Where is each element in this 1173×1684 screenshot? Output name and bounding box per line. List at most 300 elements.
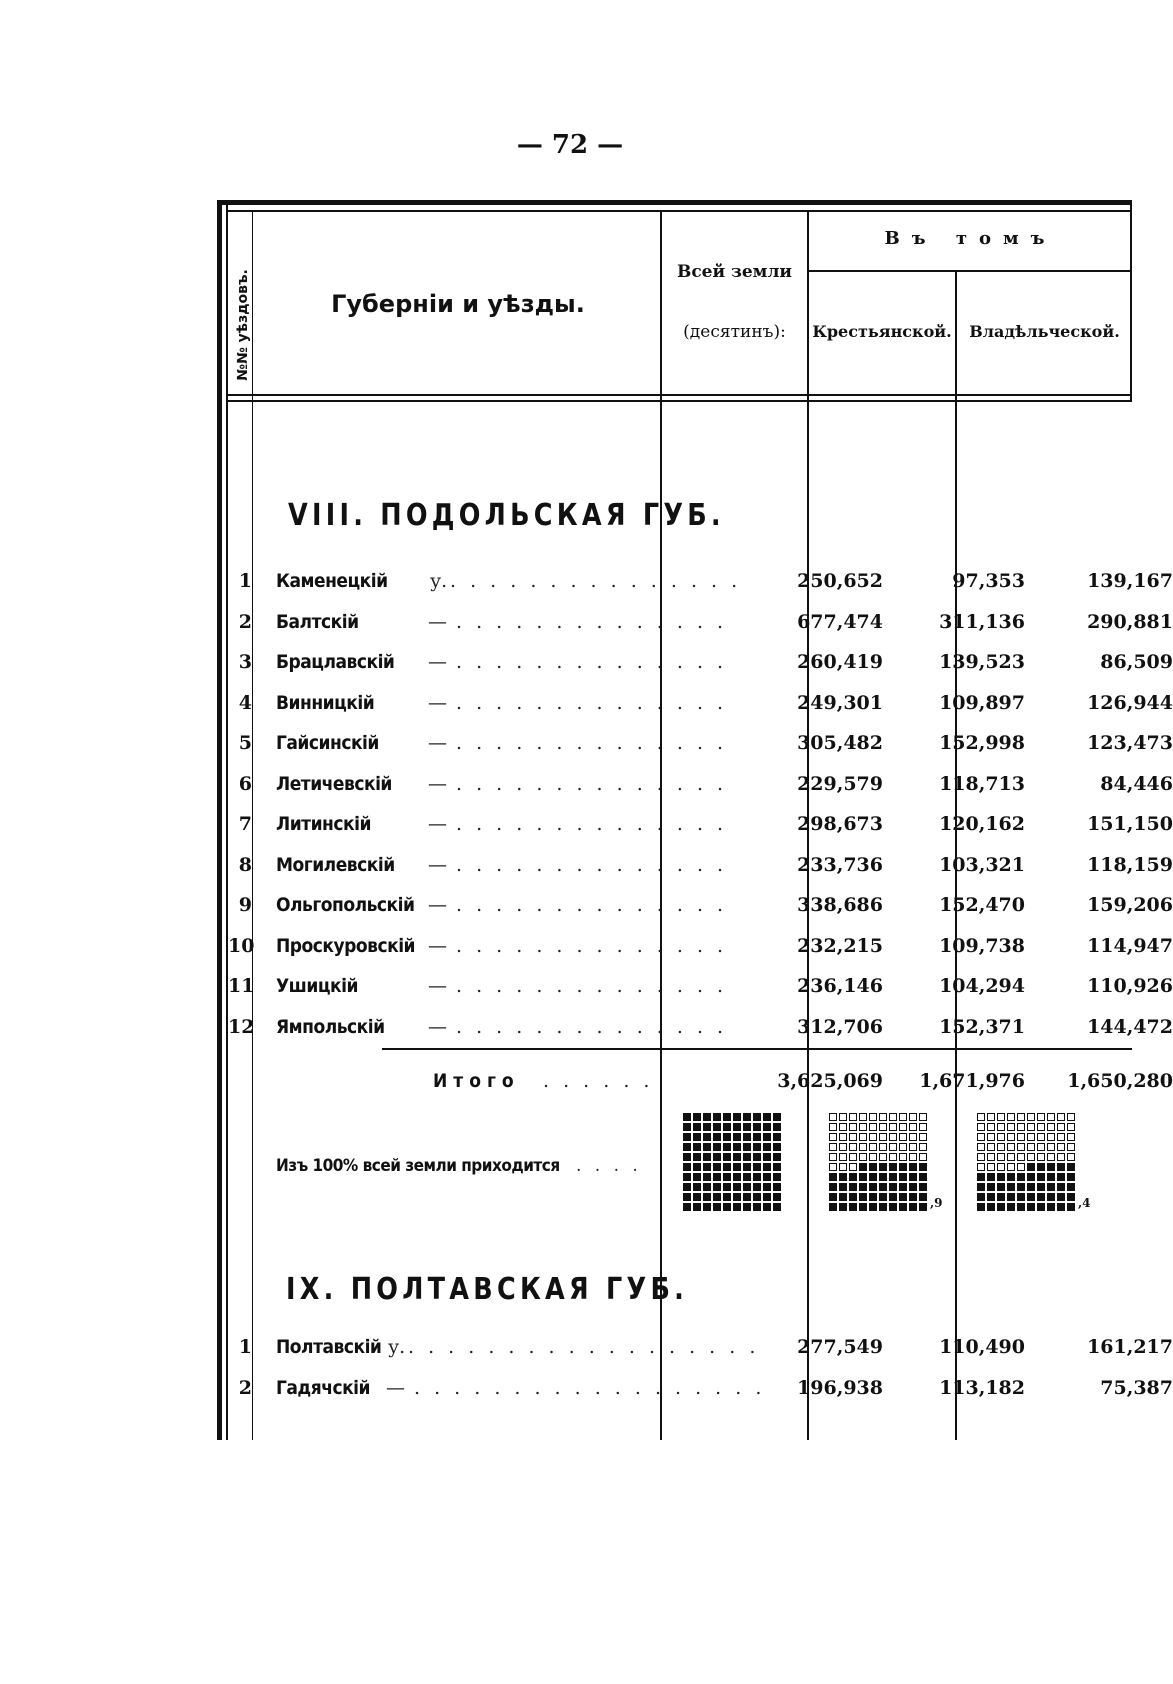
percent-cell xyxy=(859,1153,867,1161)
percent-cell xyxy=(703,1113,711,1121)
percent-cell xyxy=(839,1203,847,1211)
percent-cell xyxy=(859,1143,867,1151)
percent-cell xyxy=(773,1123,781,1131)
percent-cell xyxy=(1057,1183,1065,1191)
percent-cell xyxy=(919,1143,927,1151)
percent-cell xyxy=(723,1183,731,1191)
percent-cell xyxy=(899,1133,907,1141)
percent-cell xyxy=(909,1143,917,1151)
percent-cell xyxy=(909,1113,917,1121)
table-row xyxy=(228,765,1173,805)
percent-cell xyxy=(693,1173,701,1181)
row-peasant: 110,490 xyxy=(939,1336,1025,1358)
percent-cell xyxy=(1017,1153,1025,1161)
percent-cell xyxy=(909,1183,917,1191)
percent-cell xyxy=(773,1133,781,1141)
percent-cell xyxy=(733,1203,741,1211)
percent-cell xyxy=(1017,1173,1025,1181)
table-row xyxy=(228,684,1173,724)
row-mark: — xyxy=(428,651,447,673)
row-name: Винницкій xyxy=(276,691,375,714)
percent-cell xyxy=(713,1183,721,1191)
percent-cell xyxy=(987,1163,995,1171)
row-peasant: 311,136 xyxy=(939,610,1025,633)
percent-cell xyxy=(1037,1123,1045,1131)
row-dots: . . . . . . . . . . . . . . xyxy=(456,772,728,795)
row-total: 277,549 xyxy=(797,1336,883,1358)
percent-cell xyxy=(859,1203,867,1211)
percent-cell xyxy=(1027,1183,1035,1191)
percent-cell xyxy=(869,1133,877,1141)
percent-cell xyxy=(1037,1143,1045,1151)
percent-cell xyxy=(743,1123,751,1131)
percent-cell xyxy=(829,1173,837,1181)
percent-cell xyxy=(1067,1183,1075,1191)
percent-cell xyxy=(1067,1173,1075,1181)
percent-cell xyxy=(753,1163,761,1171)
percent-cell xyxy=(693,1163,701,1171)
header-col-total-line2: (десятинъ): xyxy=(683,322,786,342)
percent-cell xyxy=(987,1123,995,1131)
percent-grid-peasant xyxy=(829,1113,927,1211)
percent-cell xyxy=(899,1193,907,1201)
percent-cell xyxy=(1047,1203,1055,1211)
header-col-group: Въ томъ xyxy=(884,228,1057,249)
row-peasant: 152,470 xyxy=(939,894,1025,916)
row-owner: 114,947 xyxy=(1087,934,1173,957)
percent-cell xyxy=(753,1193,761,1201)
percent-cell xyxy=(869,1153,877,1161)
row-owner: 84,446 xyxy=(1100,772,1173,795)
percent-cell xyxy=(753,1153,761,1161)
percent-cell xyxy=(763,1143,771,1151)
percent-cell xyxy=(997,1153,1005,1161)
percent-cell xyxy=(773,1173,781,1181)
percent-cell xyxy=(879,1183,887,1191)
percent-cell xyxy=(763,1193,771,1201)
total-peasant: 1,671,976 xyxy=(919,1070,1025,1092)
row-owner: 161,217 xyxy=(1087,1336,1173,1358)
row-mark: — xyxy=(428,894,447,916)
row-name: Литинскій xyxy=(276,813,371,835)
percent-cell xyxy=(763,1113,771,1121)
percent-cell xyxy=(977,1143,985,1151)
percent-cell xyxy=(693,1123,701,1131)
percent-cell xyxy=(773,1153,781,1161)
row-dots: . . . . . . . . . . . . . . xyxy=(456,691,728,714)
percent-cell xyxy=(733,1183,741,1191)
percent-cell xyxy=(723,1133,731,1141)
percent-cell xyxy=(1007,1193,1015,1201)
percent-cell xyxy=(869,1173,877,1181)
percent-cell xyxy=(859,1163,867,1171)
percent-cell xyxy=(1067,1153,1075,1161)
row-peasant: 113,182 xyxy=(939,1377,1025,1399)
percent-cell xyxy=(849,1153,857,1161)
percent-cell xyxy=(1047,1163,1055,1171)
percent-cell xyxy=(1027,1193,1035,1201)
row-name: Ольгопольскій xyxy=(276,894,415,916)
row-number: 12 xyxy=(228,1015,255,1038)
percent-cell xyxy=(703,1163,711,1171)
table-row xyxy=(228,967,1173,1007)
row-peasant: 152,998 xyxy=(939,732,1025,754)
percent-cell xyxy=(753,1203,761,1211)
row-total: 229,579 xyxy=(797,772,883,795)
percent-cell xyxy=(743,1183,751,1191)
percent-cell xyxy=(1017,1143,1025,1151)
row-owner: 86,509 xyxy=(1100,651,1173,673)
total-total: 3,625,069 xyxy=(777,1070,883,1092)
percent-cell xyxy=(713,1173,721,1181)
percent-cell xyxy=(987,1133,995,1141)
percent-cell xyxy=(1057,1203,1065,1211)
percent-cell xyxy=(919,1183,927,1191)
row-mark: — xyxy=(428,1015,447,1038)
percent-cell xyxy=(1047,1123,1055,1131)
row-total: 305,482 xyxy=(797,732,883,754)
percent-cell xyxy=(1037,1173,1045,1181)
percent-cell xyxy=(977,1153,985,1161)
percent-cell xyxy=(909,1133,917,1141)
percent-cell xyxy=(1067,1113,1075,1121)
row-dots: . . . . . . . . . . . . . . xyxy=(456,853,728,876)
row-owner: 126,944 xyxy=(1087,691,1173,714)
row-mark: — xyxy=(428,691,447,714)
row-peasant: 104,294 xyxy=(939,975,1025,997)
percent-cell xyxy=(1027,1163,1035,1171)
percent-cell xyxy=(753,1123,761,1131)
percent-cell xyxy=(879,1163,887,1171)
percent-cell xyxy=(909,1203,917,1211)
row-owner: 139,167 xyxy=(1087,570,1173,592)
percent-cell xyxy=(859,1113,867,1121)
percent-cell xyxy=(839,1133,847,1141)
row-total: 677,474 xyxy=(797,610,883,633)
percent-cell xyxy=(919,1163,927,1171)
percent-cell xyxy=(713,1153,721,1161)
percent-cell xyxy=(909,1153,917,1161)
row-owner: 75,387 xyxy=(1100,1377,1173,1399)
row-mark: — xyxy=(428,853,447,876)
percent-cell xyxy=(1057,1123,1065,1131)
percent-cell xyxy=(839,1183,847,1191)
row-number: 1 xyxy=(238,1336,252,1358)
percent-cell xyxy=(839,1113,847,1121)
percent-cell xyxy=(1037,1193,1045,1201)
percent-cell xyxy=(997,1113,1005,1121)
percent-cell xyxy=(713,1133,721,1141)
table-row xyxy=(228,1369,1173,1409)
percent-cell xyxy=(997,1193,1005,1201)
percent-cell xyxy=(763,1153,771,1161)
percent-cell xyxy=(977,1133,985,1141)
row-number: 5 xyxy=(238,732,252,754)
percent-cell xyxy=(743,1133,751,1141)
percent-cell xyxy=(879,1173,887,1181)
percent-cell xyxy=(1067,1143,1075,1151)
percent-cell xyxy=(829,1113,837,1121)
header-col-name: Губерніи и уѣзды. xyxy=(331,290,585,318)
percent-cell xyxy=(849,1203,857,1211)
percent-cell xyxy=(1017,1203,1025,1211)
percent-cell xyxy=(1027,1173,1035,1181)
row-name: Проскуровскій xyxy=(276,934,416,957)
percent-cell xyxy=(683,1123,691,1131)
row-owner: 123,473 xyxy=(1087,732,1173,754)
percent-cell xyxy=(829,1163,837,1171)
row-dots: . . . . . . . . . . . . . . xyxy=(456,732,728,754)
percent-cell xyxy=(713,1143,721,1151)
percent-cell xyxy=(713,1163,721,1171)
row-owner: 144,472 xyxy=(1087,1015,1173,1038)
percent-cell xyxy=(693,1143,701,1151)
row-owner: 110,926 xyxy=(1087,975,1173,997)
row-total: 233,736 xyxy=(797,853,883,876)
row-number: 3 xyxy=(238,651,252,673)
row-total: 338,686 xyxy=(797,894,883,916)
percent-cell xyxy=(743,1143,751,1151)
row-mark: — xyxy=(428,610,447,633)
percent-cell xyxy=(829,1153,837,1161)
row-owner: 118,159 xyxy=(1087,853,1173,876)
percent-cell xyxy=(753,1113,761,1121)
percent-cell xyxy=(829,1203,837,1211)
percent-cell xyxy=(733,1173,741,1181)
percent-cell xyxy=(713,1123,721,1131)
percent-cell xyxy=(839,1193,847,1201)
percent-cell xyxy=(1047,1113,1055,1121)
percent-cell xyxy=(733,1193,741,1201)
percent-cell xyxy=(829,1193,837,1201)
percent-cell xyxy=(683,1203,691,1211)
percent-cell xyxy=(1007,1123,1015,1131)
row-dots: . . . . . . . . . . . . . . xyxy=(456,934,728,957)
percent-cell xyxy=(773,1113,781,1121)
row-total: 236,146 xyxy=(797,975,883,997)
percent-cell xyxy=(1057,1163,1065,1171)
percent-cell xyxy=(839,1163,847,1171)
percent-cell xyxy=(1037,1153,1045,1161)
row-total: 232,215 xyxy=(797,934,883,957)
row-dots: . . . . . . . . . . . . . . xyxy=(456,610,728,633)
percent-cell xyxy=(849,1183,857,1191)
percent-cell xyxy=(909,1173,917,1181)
percent-cell xyxy=(919,1113,927,1121)
percent-cell xyxy=(743,1193,751,1201)
percent-cell xyxy=(703,1203,711,1211)
percent-cell xyxy=(1007,1173,1015,1181)
percent-cell xyxy=(1067,1133,1075,1141)
total-label: Итого xyxy=(433,1070,520,1092)
percent-cell xyxy=(703,1193,711,1201)
percent-cell xyxy=(987,1203,995,1211)
percent-cell xyxy=(753,1173,761,1181)
percent-cell xyxy=(683,1183,691,1191)
percent-cell xyxy=(713,1193,721,1201)
section-title: VIII. ПОДОЛЬСКАЯ ГУБ. xyxy=(288,498,725,533)
percent-cell xyxy=(723,1203,731,1211)
percent-cell xyxy=(773,1163,781,1171)
percent-cell xyxy=(753,1143,761,1151)
percent-cell xyxy=(1057,1133,1065,1141)
percent-cell xyxy=(723,1143,731,1151)
percent-cell xyxy=(763,1173,771,1181)
percent-cell xyxy=(1017,1123,1025,1131)
percent-cell xyxy=(703,1133,711,1141)
row-peasant: 118,713 xyxy=(939,772,1025,795)
percent-cell xyxy=(919,1203,927,1211)
row-dots: . . . . . . . . . . . . . . xyxy=(456,975,728,997)
table-row xyxy=(228,1008,1173,1048)
percent-cell xyxy=(889,1113,897,1121)
header-col-no: №№ уѣздовъ. xyxy=(235,269,251,381)
row-name: Полтавскій xyxy=(276,1336,382,1358)
percent-cell xyxy=(1057,1113,1065,1121)
percent-cell xyxy=(1007,1163,1015,1171)
percent-cell xyxy=(1017,1163,1025,1171)
percent-cell xyxy=(1017,1193,1025,1201)
percent-cell xyxy=(879,1123,887,1131)
table-row xyxy=(228,1328,1173,1368)
percent-cell xyxy=(869,1123,877,1131)
percent-cell xyxy=(713,1203,721,1211)
row-name: Ушицкій xyxy=(276,975,358,997)
percent-cell xyxy=(859,1193,867,1201)
row-mark: — xyxy=(428,934,447,957)
percent-cell xyxy=(889,1163,897,1171)
percent-grid-total xyxy=(683,1113,781,1211)
row-name: Гадячскій xyxy=(276,1377,371,1399)
row-number: 6 xyxy=(238,772,252,795)
percent-cell xyxy=(1027,1123,1035,1131)
percent-cell xyxy=(997,1173,1005,1181)
row-number: 1 xyxy=(238,570,252,592)
percent-cell xyxy=(1007,1153,1015,1161)
percent-cell xyxy=(733,1113,741,1121)
percent-cell xyxy=(703,1173,711,1181)
percent-cell xyxy=(1027,1153,1035,1161)
percent-cell xyxy=(849,1163,857,1171)
percent-cell xyxy=(839,1173,847,1181)
row-peasant: 152,371 xyxy=(939,1015,1025,1038)
percent-cell xyxy=(889,1153,897,1161)
percent-cell xyxy=(773,1203,781,1211)
row-peasant: 120,162 xyxy=(939,813,1025,835)
row-name: Каменецкій xyxy=(276,570,388,592)
percent-cell xyxy=(733,1143,741,1151)
row-peasant: 97,353 xyxy=(952,570,1025,592)
percent-cell xyxy=(1057,1153,1065,1161)
row-total: 196,938 xyxy=(797,1377,883,1399)
percent-cell xyxy=(859,1173,867,1181)
percent-cell xyxy=(919,1133,927,1141)
percent-cell xyxy=(743,1173,751,1181)
percent-cell xyxy=(743,1113,751,1121)
percent-cell xyxy=(1027,1203,1035,1211)
percent-label: Изъ 100% всей земли приходится xyxy=(276,1156,560,1176)
percent-cell xyxy=(977,1173,985,1181)
table-row xyxy=(228,562,1173,602)
percent-cell xyxy=(997,1133,1005,1141)
row-number: 2 xyxy=(238,1377,252,1399)
percent-cell xyxy=(1027,1143,1035,1151)
percent-peasant-suffix: ,9 xyxy=(930,1196,943,1210)
page-number: — 72 — xyxy=(516,130,624,160)
percent-cell xyxy=(919,1193,927,1201)
percent-cell xyxy=(1037,1203,1045,1211)
percent-cell xyxy=(693,1193,701,1201)
percent-cell xyxy=(763,1203,771,1211)
percent-cell xyxy=(859,1133,867,1141)
table-row xyxy=(228,927,1173,967)
percent-cell xyxy=(849,1193,857,1201)
percent-cell xyxy=(1037,1133,1045,1141)
percent-cell xyxy=(1067,1193,1075,1201)
percent-cell xyxy=(1027,1133,1035,1141)
percent-cell xyxy=(723,1123,731,1131)
row-number: 9 xyxy=(238,894,252,916)
percent-cell xyxy=(849,1113,857,1121)
row-mark: у. xyxy=(388,1336,406,1358)
total-row xyxy=(228,1062,1173,1102)
percent-cell xyxy=(889,1203,897,1211)
percent-cell xyxy=(1007,1203,1015,1211)
percent-cell xyxy=(713,1113,721,1121)
row-name: Могилевскій xyxy=(276,853,395,876)
header-col-peasant: Крестьянской. xyxy=(812,322,952,341)
percent-cell xyxy=(703,1153,711,1161)
percent-cell xyxy=(829,1123,837,1131)
percent-cell xyxy=(683,1193,691,1201)
percent-cell xyxy=(899,1153,907,1161)
percent-cell xyxy=(919,1173,927,1181)
percent-cell xyxy=(849,1133,857,1141)
percent-cell xyxy=(773,1183,781,1191)
percent-cell xyxy=(693,1203,701,1211)
row-name: Ямпольскій xyxy=(276,1015,385,1038)
percent-cell xyxy=(899,1183,907,1191)
percent-cell xyxy=(997,1203,1005,1211)
header-col-owner: Владѣльческой. xyxy=(969,322,1120,341)
percent-cell xyxy=(763,1123,771,1131)
percent-cell xyxy=(703,1143,711,1151)
percent-cell xyxy=(723,1153,731,1161)
percent-cell xyxy=(1037,1183,1045,1191)
percent-cell xyxy=(1047,1173,1055,1181)
percent-cell xyxy=(1057,1193,1065,1201)
percent-cell xyxy=(723,1193,731,1201)
table-row xyxy=(228,886,1173,926)
section-title: IX. ПОЛТАВСКАЯ ГУБ. xyxy=(286,1272,689,1307)
row-total: 249,301 xyxy=(797,691,883,714)
percent-cell xyxy=(909,1163,917,1171)
percent-cell xyxy=(1007,1183,1015,1191)
total-dots: . . . . . . xyxy=(543,1070,654,1092)
percent-cell xyxy=(723,1163,731,1171)
percent-dots: . . . . xyxy=(576,1156,642,1176)
percent-cell xyxy=(1047,1183,1055,1191)
row-peasant: 109,897 xyxy=(939,691,1025,714)
percent-cell xyxy=(879,1113,887,1121)
percent-cell xyxy=(683,1163,691,1171)
percent-cell xyxy=(1047,1153,1055,1161)
percent-cell xyxy=(693,1113,701,1121)
percent-cell xyxy=(997,1183,1005,1191)
percent-cell xyxy=(987,1143,995,1151)
percent-cell xyxy=(753,1133,761,1141)
row-owner: 151,150 xyxy=(1087,813,1173,835)
